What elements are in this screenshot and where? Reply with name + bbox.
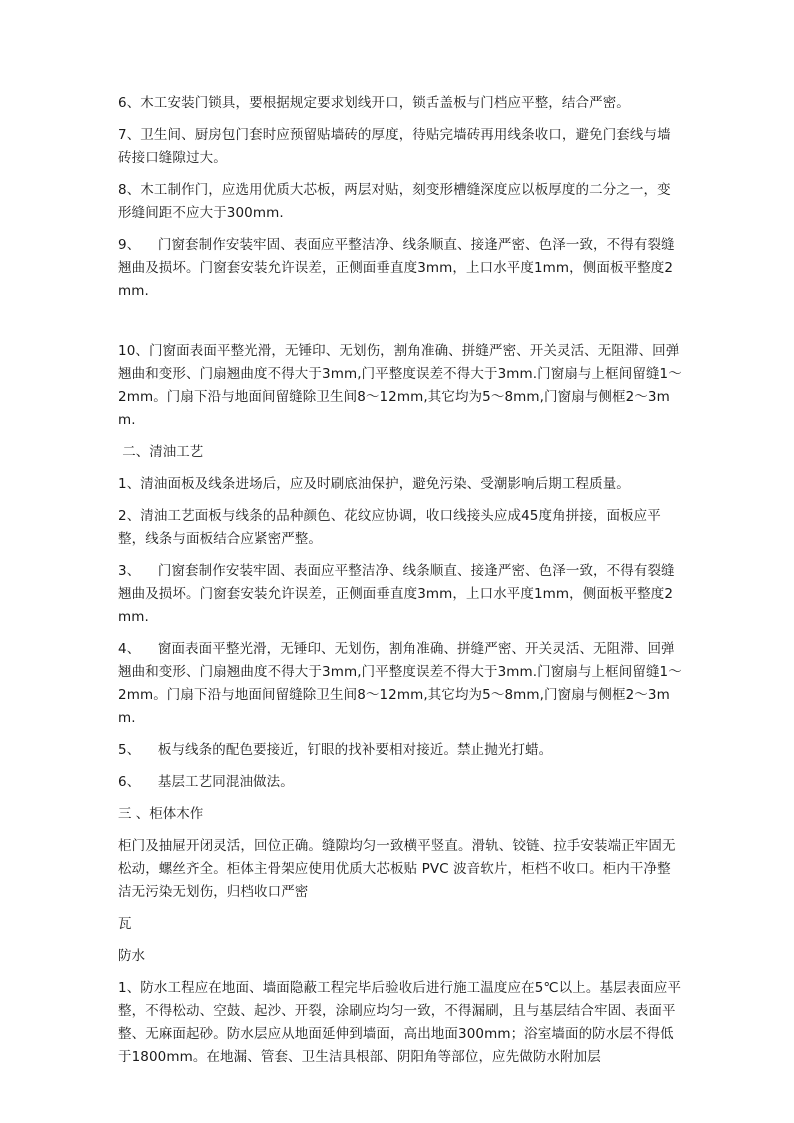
paragraph-item-8: 8、木工制作门，应选用优质大芯板，两层对贴，刻变形槽缝深度应以板厚度的二分之一，变形缝间距不应大于300mm. (118, 182, 671, 221)
section-heading-tile: 瓦 (118, 916, 132, 932)
paragraph-cabinet: 柜门及抽屉开闭灵活，回位正确。缝隙均匀一致横平竖直。滑轨、铰链、拉手安装端正牢固无松动，螺丝齐全。柜体主骨架应使用优质大芯板贴 PVC 波音软片，柜档不收口。柜内干净整洁无污染无划伤，归档收口严密 (118, 838, 676, 900)
section-heading-waterproof: 防水 (118, 948, 145, 964)
paragraph-clear-oil-2: 2、清油工艺面板与线条的品种颜色、花纹应协调，收口线接头应成45度角拼接，面板应平整，线条与面板结合应紧密严整。 (118, 508, 661, 547)
paragraph-item-9: 9、 门窗套制作安装牢固、表面应平整洁净、线条顺直、接逢严密、色泽一致，不得有裂缝翘曲及损坏。门窗套安装允许误差，正侧面垂直度3mm，上口水平度1mm，侧面板平整度2mm. (118, 237, 675, 299)
document-body (118, 92, 684, 1078)
paragraph-item-7: 7、卫生间、厨房包门套时应预留贴墙砖的厚度，待贴完墙砖再用线条收口，避免门套线与墙砖接口缝隙过大。 (118, 127, 671, 166)
paragraph-clear-oil-1: 1、清油面板及线条进场后，应及时刷底油保护，避免污染、受潮影响后期工程质量。 (118, 476, 630, 492)
section-heading-cabinet: 三 、柜体木作 (118, 806, 204, 822)
paragraph-clear-oil-4: 4、 窗面表面平整光滑，无锤印、无划伤，割角准确、拼缝严密、开关灵活、无阻滞、回弹翘曲和变形、门扇翘曲度不得大于3mm,门平整度误差不得大于3mm.门窗扇与上框间留缝1～2mm。门扇下沿与地面间留缝除卫生间8～12mm,其它均为5～8mm,门窗扇与侧框2～3mm. (118, 641, 682, 726)
paragraph-clear-oil-5: 5、 板与线条的配色要接近，钉眼的找补要相对接近。禁止抛光打蜡。 (118, 742, 553, 758)
paragraph-item-6: 6、木工安装门锁具，要根据规定要求划线开口，锁舌盖板与门档应平整，结合严密。 (118, 95, 630, 111)
blank-spacer (118, 312, 684, 340)
paragraph-waterproof-1: 1、防水工程应在地面、墙面隐蔽工程完毕后验收后进行施工温度应在5℃以上。基层表面应平整，不得松动、空鼓、起沙、开裂，涂刷应均匀一致，不得漏刷，且与基层结合牢固、表面平整、无麻面起砂。防水层应从地面延伸到墙面，高出地面300mm；浴室墙面的防水层不得低于1800mm。在地漏、管套、卫生洁具根部、阴阳角等部位，应先做防水附加层 (118, 980, 682, 1065)
paragraph-clear-oil-6: 6、 基层工艺同混油做法。 (118, 774, 294, 790)
paragraph-clear-oil-3: 3、 门窗套制作安装牢固、表面应平整洁净、线条顺直、接逢严密、色泽一致，不得有裂缝翘曲及损坏。门窗套安装允许误差，正侧面垂直度3mm，上口水平度1mm，侧面板平整度2mm. (118, 563, 675, 625)
paragraph-item-10: 10、门窗面表面平整光滑，无锤印、无划伤，割角准确、拼缝严密、开关灵活、无阻滞、回弹翘曲和变形、门扇翘曲度不得大于3mm,门平整度误差不得大于3mm.门窗扇与上框间留缝1～2mm。门扇下沿与地面间留缝除卫生间8～12mm,其它均为5～8mm,门窗扇与侧框2～3mm. (118, 343, 682, 428)
section-heading-clear-oil: 二、清油工艺 (118, 444, 204, 460)
